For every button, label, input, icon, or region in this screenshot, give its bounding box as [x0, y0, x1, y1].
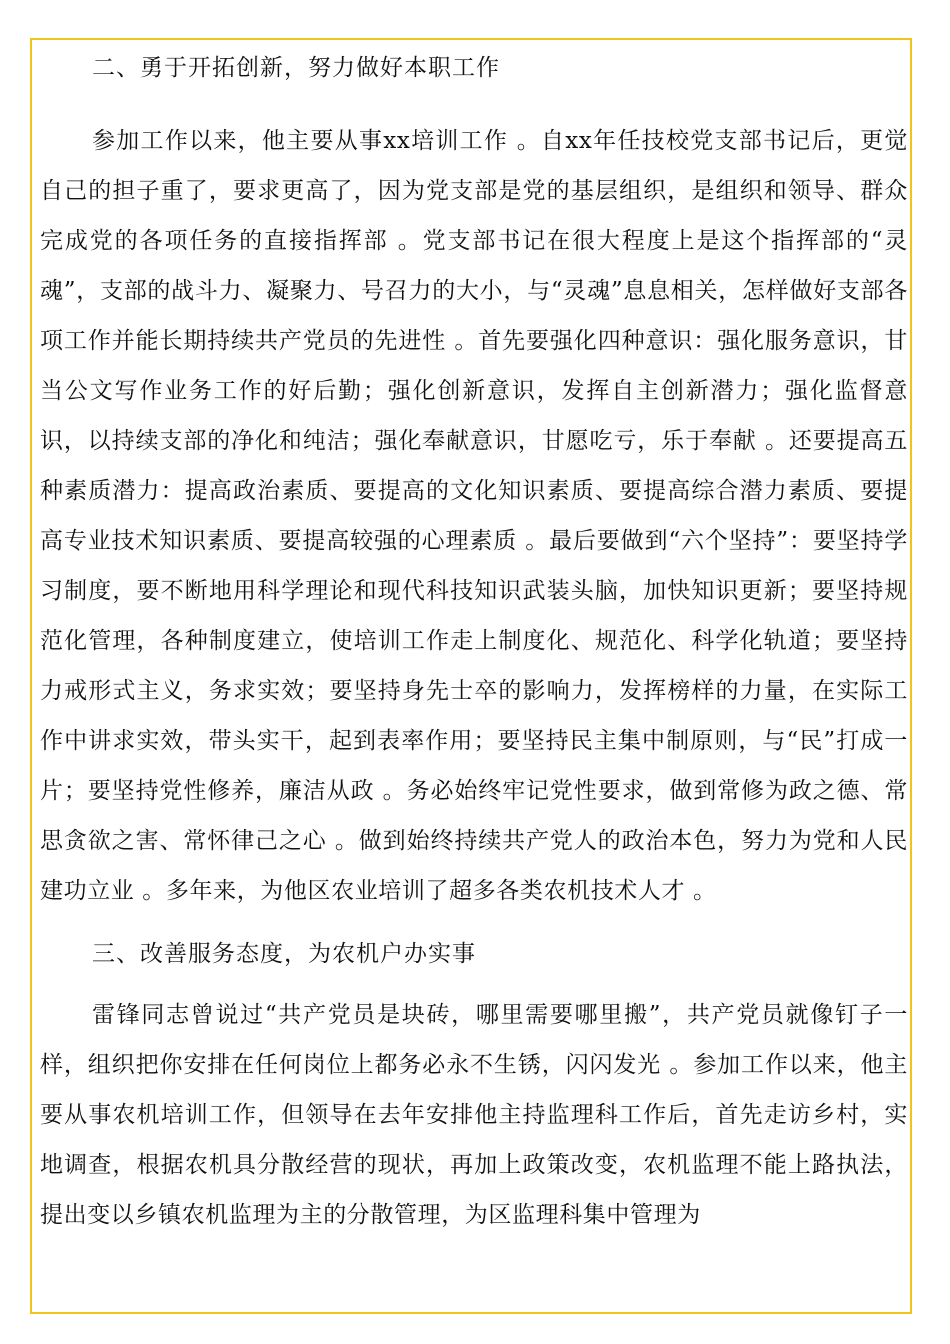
document-body: [40, 50, 908, 1240]
section-2-paragraph: 参加工作以来，他主要从事xx培训工作 。自xx年任技校党支部书记后，更觉自己的担子重了，要求更高了，因为党支部是党的基层组织，是组织和领导、群众完成党的各项任务的直接指挥部 。党支部书记在很大程度上是这个指挥部的“灵魂”，支部的战斗力、凝聚力、号召力的大小，与“灵魂”息息相关，怎样做好支部各项工作并能长期持续共产党员的先进性 。首先要强化四种意识：强化服务意识，甘当公文写作业务工作的好后勤；强化创新意识，发挥自主创新潜力；强化监督意识，以持续支部的净化和纯洁；强化奉献意识，甘愿吃亏，乐于奉献 。还要提高五种素质潜力：提高政治素质、要提高的文化知识素质、要提高综合潜力素质、要提高专业技术知识素质、要提高较强的心理素质 。最后要做到“六个坚持”：要坚持学习制度，要不断地用科学理论和现代科技知识武装头脑，加快知识更新；要坚持规范化管理，各种制度建立，使培训工作走上制度化、规范化、科学化轨道；要坚持力戒形式主义，务求实效；要坚持身先士卒的影响力，发挥榜样的力量，在实际工作中讲求实效，带头实干，起到表率作用；要坚持民主集中制原则，与“民”打成一片；要坚持党性修养，廉洁从政 。务必始终牢记党性要求，做到常修为政之德、常 思贪欲之害、常怀律己之心 。做到始终持续共产党人的政治本色，努力为党和人民建功立业 。多年来，为他区农业培训了超多各类农机技术人才 。: [40, 128, 908, 904]
section-3-paragraph: 雷锋同志曾说过“共产党员是块砖，哪里需要哪里搬”，共产党员就像钉子一样，组织把你安排在任何岗位上都务必永不生锈，闪闪发光 。参加工作以来，他主要从事农机培训工作，但领导在去年安排他主持监理科工作后，首先走访乡村，实地调查，根据农机具分散经营的现状，再加上政策改变，农机监理不能上路执法，提出变以乡镇农机监理为主的分散管理，为区监理科集中管理为: [40, 1002, 908, 1228]
section-2-heading: 二、勇于开拓创新，努力做好本职工作: [92, 55, 500, 81]
section-3-heading: 三、改善服务态度，为农机户办实事: [92, 941, 476, 967]
